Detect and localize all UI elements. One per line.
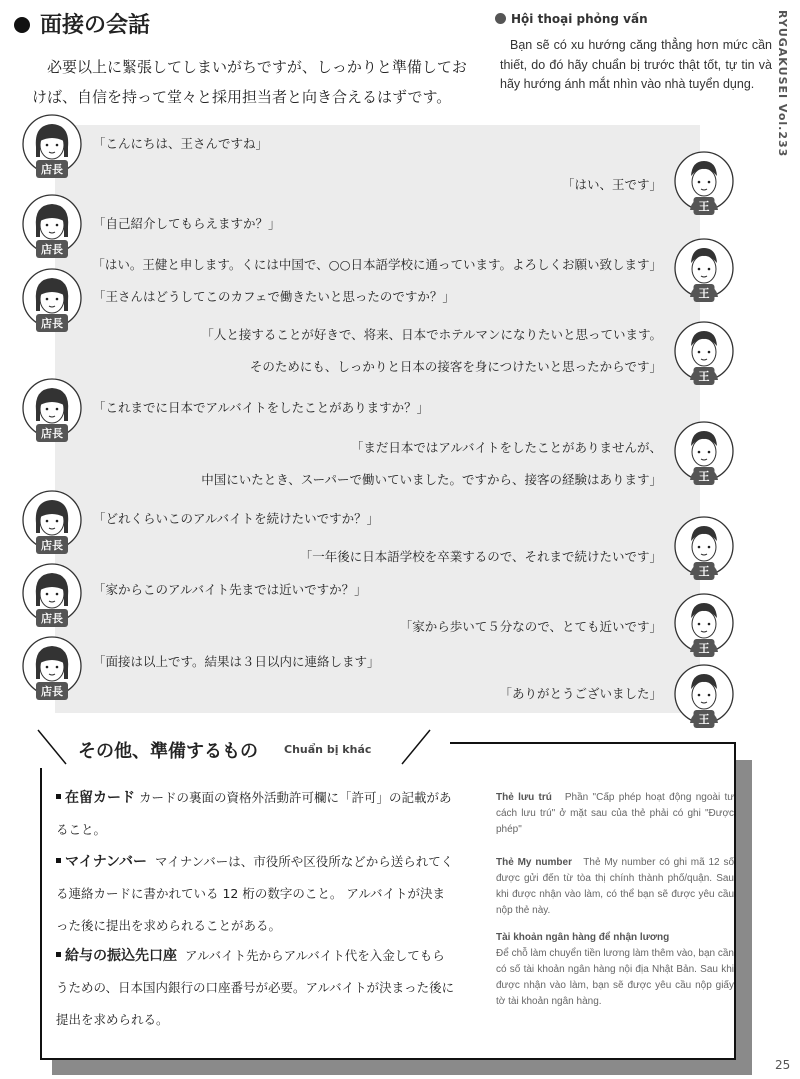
wang-line: 「まだ日本ではアルバイトをしたことがありませんが、 bbox=[350, 440, 662, 455]
speaker-label: 王 bbox=[694, 367, 715, 385]
wang-line: 中国にいたとき、スーパーで働いていました。ですから、接客の経験はあります」 bbox=[201, 472, 662, 487]
speaker-label: 王 bbox=[694, 467, 715, 485]
wang-avatar bbox=[672, 320, 736, 384]
item-text: アルバイト先からアルバイト代を入金してもらうための、日本国内銀行の口座番号が必要。アルバイトが決まった後に提出を求められる。 bbox=[56, 948, 455, 1027]
vn-text: Thẻ My number có ghi mã 12 số được gửi đến từ tòa thị chính thành phố/quận. Sau khi được nhận vào làm, có thể bạn sẽ được yêu cầu nộp thẻ này. bbox=[496, 857, 735, 916]
speaker-label: 王 bbox=[694, 710, 715, 728]
manager-line: 「家からこのアルバイト先までは近いですか？」 bbox=[93, 582, 367, 597]
item-residence-card bbox=[56, 782, 456, 846]
item-term: 給与の振込先口座 bbox=[65, 948, 177, 964]
speaker-label: 王 bbox=[694, 284, 715, 302]
bullet-icon bbox=[56, 858, 61, 863]
wang-avatar bbox=[672, 237, 736, 301]
vn-term: Thẻ My number bbox=[496, 857, 572, 868]
box-subtitle: Chuẩn bị khác bbox=[284, 743, 372, 756]
vn-intro: Bạn sẽ có xu hướng căng thẳng hơn mức cần thiết, do đó hãy chuẩn bị trước thật tốt, tự tin và hãy hướng ánh mắt nhìn vào nhà tuyển dụng. bbox=[500, 38, 772, 91]
manager-avatar bbox=[20, 267, 84, 331]
item-text: マイナンバーは、市役所や区役所などから送られてくる連絡カードに書かれている 12 桁の数字のこと。 アルバイトが決まった後に提出を求められることがある。 bbox=[56, 854, 454, 933]
vn-item bbox=[496, 790, 734, 838]
speaker-label: 王 bbox=[694, 562, 715, 580]
manager-line: 「自己紹介してもらえますか？」 bbox=[93, 216, 281, 231]
vn-item bbox=[496, 930, 734, 1010]
manager-avatar bbox=[20, 562, 84, 626]
intro-text: 必要以上に緊張してしまいがちですが、しっかりと準備しておけば、自信を持って堂々と採用担当者と向き合えるはずです。 bbox=[32, 58, 467, 106]
item-bank-account bbox=[56, 940, 456, 1036]
wang-line: そのためにも、しっかりと日本の接客を身につけたいと思ったからです」 bbox=[249, 359, 662, 374]
item-term: 在留カード bbox=[65, 790, 135, 806]
bullet-icon bbox=[14, 17, 30, 33]
vn-term: Thẻ lưu trú bbox=[496, 792, 552, 803]
speaker-label: 店長 bbox=[36, 424, 68, 442]
title-text: 面接の会話 bbox=[40, 13, 151, 38]
manager-line: 「面接は以上です。結果は３日以内に連絡します」 bbox=[93, 654, 380, 669]
box-title: その他、準備するもの bbox=[78, 741, 258, 762]
speaker-label: 店長 bbox=[36, 240, 68, 258]
item-term: マイナンバー bbox=[65, 854, 148, 870]
wang-line: 「人と接することが好きで、将来、日本でホテルマンになりたいと思っています。 bbox=[201, 327, 662, 342]
speaker-label: 王 bbox=[694, 639, 715, 657]
manager-line: 「これまでに日本でアルバイトをしたことがありますか？」 bbox=[93, 400, 430, 415]
wang-avatar bbox=[672, 592, 736, 656]
manager-avatar bbox=[20, 193, 84, 257]
manager-line: 「こんにちは、王さんですね」 bbox=[93, 136, 269, 151]
manager-line: 「どれくらいこのアルバイトを続けたいですか？」 bbox=[93, 511, 380, 526]
wang-line: 「はい、王です」 bbox=[561, 177, 662, 192]
wang-avatar bbox=[672, 515, 736, 579]
vn-term: Tài khoản ngân hàng để nhận lương bbox=[496, 932, 670, 943]
item-text: カードの裏面の資格外活動許可欄に「許可」の記載があること。 bbox=[56, 790, 452, 837]
wang-avatar bbox=[672, 663, 736, 727]
speaker-label: 店長 bbox=[36, 609, 68, 627]
bullet-icon bbox=[56, 952, 61, 957]
vn-text: Phần "Cấp phép hoạt động ngoài tư cách lưu trú" ở mặt sau của thẻ phải có ghi "Được phép" bbox=[496, 792, 734, 835]
vn-title bbox=[495, 12, 648, 26]
vn-text: Để chỗ làm chuyển tiền lương làm thêm vào, bạn cần có số tài khoản ngân hàng nội địa Nhật Bản. Sau khi được nhận vào làm, bạn sẽ được yêu cầu nộp giấy tờ tài khoản ngân hàng. bbox=[496, 948, 734, 1007]
speaker-label: 店長 bbox=[36, 536, 68, 554]
bullet-icon bbox=[56, 794, 61, 799]
vn-title-text: Hội thoại phỏng vấn bbox=[511, 12, 648, 26]
wang-line: 「はい。王健と申します。くには中国で、○○日本語学校に通っています。よろしくお願い致します」 bbox=[92, 257, 662, 272]
manager-avatar bbox=[20, 377, 84, 441]
manager-avatar bbox=[20, 113, 84, 177]
magazine-label: RYUGAKUSEI Vol.233 bbox=[776, 10, 789, 158]
page-number: 25 bbox=[775, 1058, 791, 1072]
wang-line: 「ありがとうございました」 bbox=[499, 686, 662, 701]
speaker-label: 王 bbox=[694, 197, 715, 215]
manager-line: 「王さんはどうしてこのカフェで働きたいと思ったのですか？」 bbox=[93, 289, 455, 304]
wang-line: 「家から歩いて５分なので、とても近いです」 bbox=[399, 619, 662, 634]
item-my-number bbox=[56, 846, 456, 942]
manager-avatar bbox=[20, 635, 84, 699]
vn-item bbox=[496, 855, 734, 919]
speaker-label: 店長 bbox=[36, 314, 68, 332]
bullet-icon bbox=[495, 13, 506, 24]
wang-avatar bbox=[672, 150, 736, 214]
manager-avatar bbox=[20, 489, 84, 553]
wang-line: 「一年後に日本語学校を卒業するので、それまで続けたいです」 bbox=[299, 549, 662, 564]
speaker-label: 店長 bbox=[36, 160, 68, 178]
speaker-label: 店長 bbox=[36, 682, 68, 700]
wang-avatar bbox=[672, 420, 736, 484]
page-title bbox=[14, 8, 150, 39]
